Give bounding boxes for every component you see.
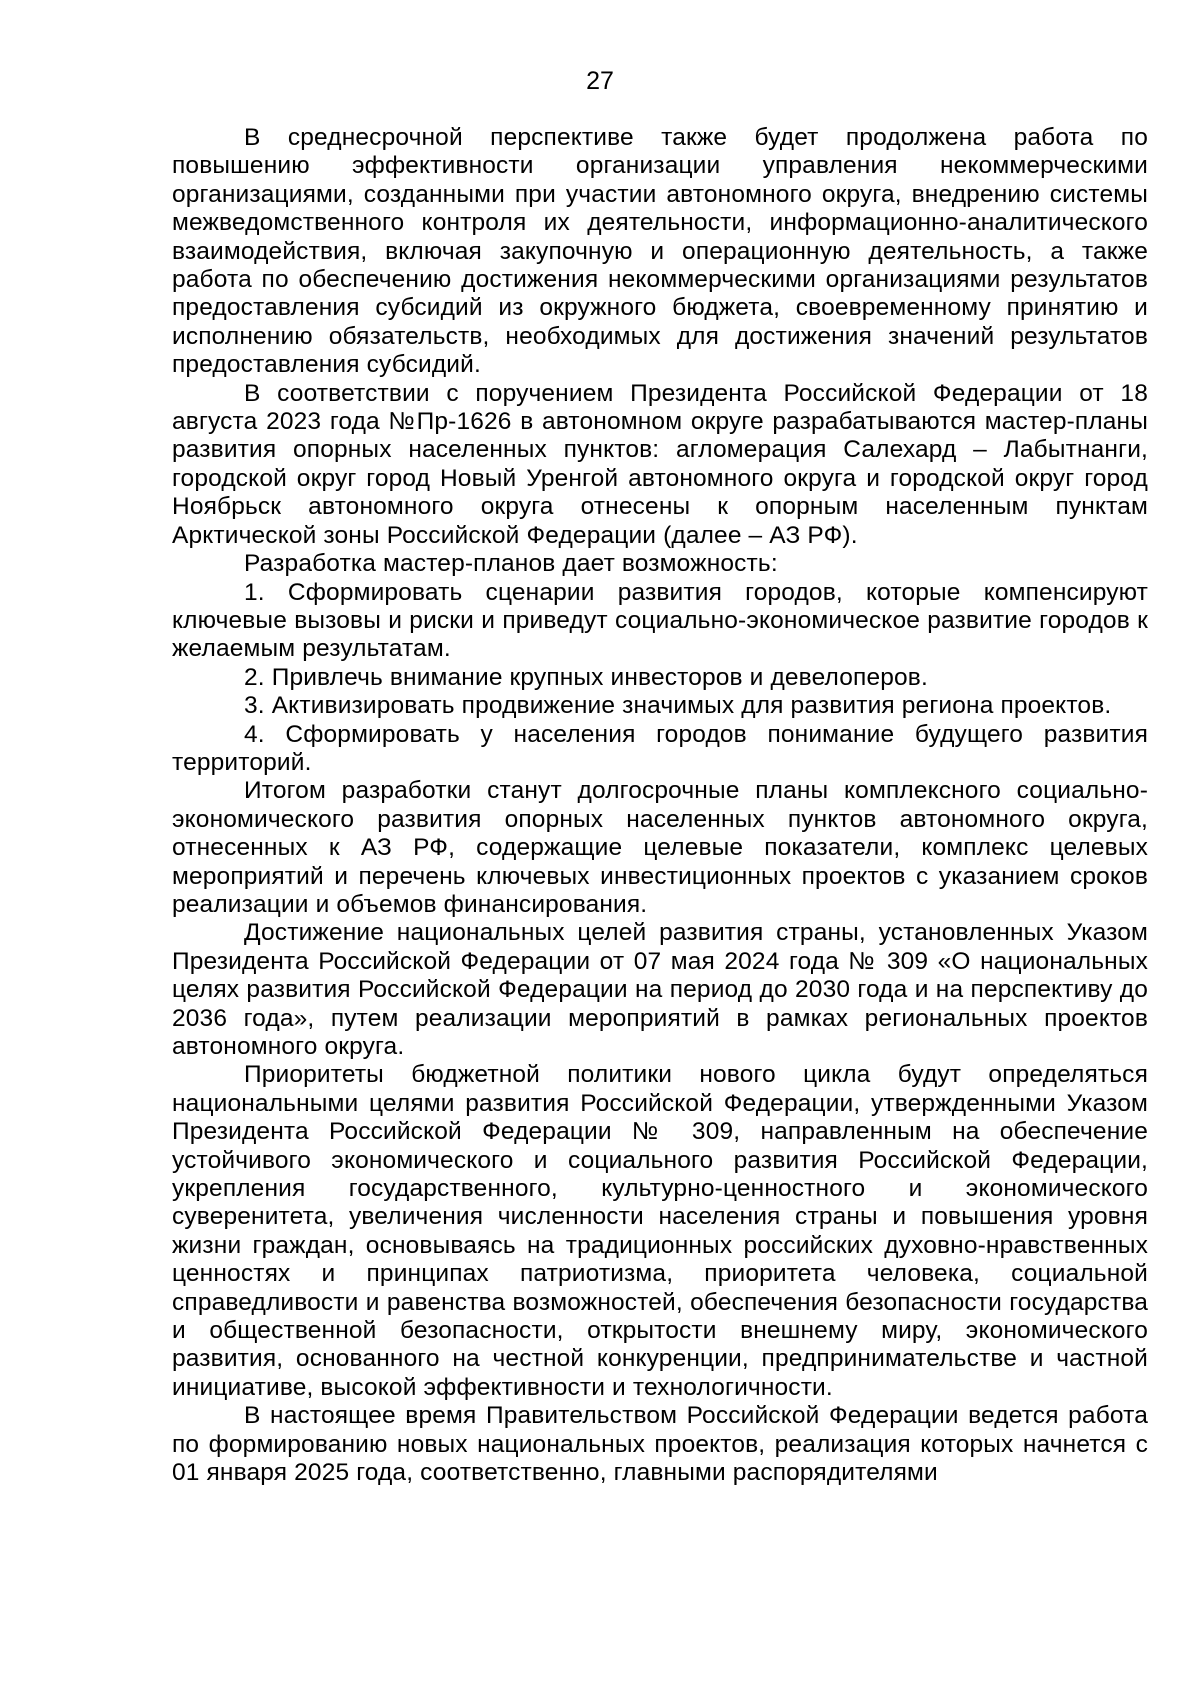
- paragraph-development-result: Итогом разработки станут долгосрочные планы комплексного социально-экономического развития опорных населенных пунктов автономного округа, отнесенных к АЗ РФ, содержащие целевые показатели, комплекс целевых мероприятий и перечень ключевых инвестиционных проектов с указанием сроков реализации и объемов финансирования.: [172, 777, 1148, 918]
- list-item-2: 2. Привлечь внимание крупных инвесторов и девелоперов.: [244, 663, 928, 691]
- list-item-1: 1. Сформировать сценарии развития городов, которые компенсируют ключевые вызовы и риски и приведут социально-экономическое развитие городов к желаемым результатам.: [172, 578, 1148, 663]
- paragraph-presidential-instruction: В соответствии с поручением Президента Российской Федерации от 18 августа 2023 года №Пр-1626 в автономном округе разрабатываются мастер-планы развития опорных населенных пунктов: агломерация Салехард – Лабытнанги, городской округ город Новый Уренгой автономного округа и городской округ город Ноябрьск автономного округа отнесены к опорным населенным пунктам Арктической зоны Российской Федерации (далее – АЗ РФ).: [172, 379, 1148, 549]
- page-number: 27: [586, 67, 614, 95]
- paragraph-medium-term-work: В среднесрочной перспективе также будет продолжена работа по повышению эффективности организации управления некоммерческими организациями, созданными при участии автономного округа, внедрению системы межведомственного контроля их деятельности, информационно-аналитического взаимодействия, включая закупочную и операционную деятельность, а также работа по обеспечению достижения некоммерческими организациями результатов предоставления субсидий из окружного бюджета, своевременному принятию и исполнению обязательств, необходимых для достижения значений результатов предоставления субсидий.: [172, 124, 1148, 379]
- list-item-3: 3. Активизировать продвижение значимых для развития региона проектов.: [244, 692, 1112, 720]
- paragraph-budget-priorities: Приоритеты бюджетной политики нового цикла будут определяться национальными целями развития Российской Федерации, утвержденными Указом Президента Российской Федерации № 309, направленным на обеспечение устойчивого экономического и социального развития Российской Федерации, укрепления государственного, культурно-ценностного и экономического суверенитета, увеличения численности населения страны и повышения уровня жизни граждан, основываясь на традиционных российских духовно-нравственных ценностях и принципах патриотизма, приоритета человека, социальной справедливости и равенства возможностей, обеспечения безопасности государства и общественной безопасности, открытости внешнему миру, экономического развития, основанного на честной конкуренции, предпринимательстве и частной инициативе, высокой эффективности и технологичности.: [172, 1061, 1148, 1401]
- paragraph-master-plans-intro: Разработка мастер-планов дает возможность:: [244, 550, 778, 578]
- list-item-4: 4. Сформировать у населения городов понимание будущего развития территорий.: [172, 720, 1148, 776]
- paragraph-national-projects: В настоящее время Правительством Российской Федерации ведется работа по формированию новых национальных проектов, реализация которых начнется с 01 января 2025 года, соответственно, главными распорядителями: [172, 1402, 1148, 1487]
- body-text: [172, 124, 1148, 1488]
- paragraph-national-goals: Достижение национальных целей развития страны, установленных Указом Президента Российской Федерации от 07 мая 2024 года № 309 «О национальных целях развития Российской Федерации на период до 2030 года и на перспективу до 2036 года», путем реализации мероприятий в рамках региональных проектов автономного округа.: [172, 919, 1148, 1060]
